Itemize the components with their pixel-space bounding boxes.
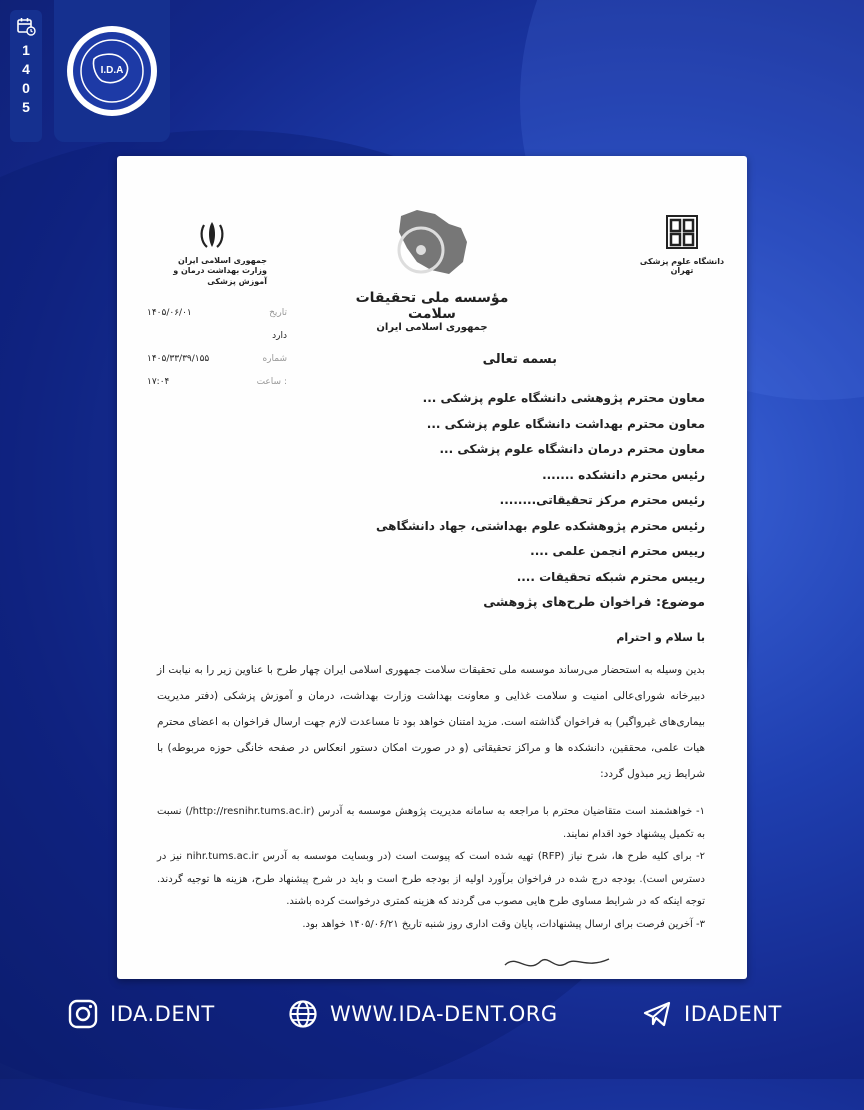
addressee: معاون محترم پژوهشی دانشگاه علوم پزشکی ... xyxy=(422,391,705,405)
meta-attach xyxy=(147,331,287,354)
meta-number xyxy=(147,354,287,377)
condition-item: ۱- خواهشمند است متقاضیان محترم با مراجعه به سامانه مدیریت پژوهش موسسه به آدرس (http://resnihr.tums.ac.ir/) نسبت به تکمیل پیشنهاد خود اقدام نمایند. xyxy=(157,806,706,840)
ministry-header xyxy=(157,218,267,287)
greeting: با سلام و احترام xyxy=(616,631,705,644)
basmala: بسمه تعالی xyxy=(482,352,557,367)
iran-emblem-icon xyxy=(195,218,229,252)
meta-number-label: شماره xyxy=(262,354,287,364)
meta-time-label: ساعت : xyxy=(256,377,287,387)
nihr-logo xyxy=(387,204,477,284)
addressee-list xyxy=(305,386,705,590)
meta-date-value: ۱۴۰۵/۰۶/۰۱ xyxy=(147,308,192,318)
telegram-link[interactable] xyxy=(642,994,782,1034)
conditions-list xyxy=(157,801,705,937)
letter-meta xyxy=(147,308,287,400)
logo-abbr: I.D.A xyxy=(100,65,124,76)
year-digit: 1 xyxy=(22,42,30,58)
gov-line-1: جمهوری اسلامی ایران xyxy=(178,256,267,265)
addressee: رئیس محترم مرکز تحقیقاتی........ xyxy=(499,493,705,507)
tums-logo-icon xyxy=(665,214,699,250)
year-strip xyxy=(10,10,42,142)
ida-logo xyxy=(54,0,170,142)
gov-line-2: وزارت بهداشت درمان و آموزش پزشکی xyxy=(173,266,267,286)
telegram-handle: IDADENT xyxy=(684,1002,782,1026)
year-digit: 4 xyxy=(22,61,30,77)
addressee: رئیس محترم دانشکده ....... xyxy=(542,467,705,482)
footer-bar xyxy=(0,994,864,1034)
meta-number-value: ۱۴۰۵/۳۳/۳۹/۱۵۵ xyxy=(147,354,210,364)
year-digit: 5 xyxy=(22,99,30,115)
condition-item: ۲- برای کلیه طرح ها، شرح نیاز (RFP) تهیه شده است که پیوست است (در وبسایت موسسه به آدرس nihr.tums.ac.ir نیز در دسترس است). بودجه درج شده در فراخوان برآورد اولیه از بودجه طرح است و باید در شرح پیشنهاد طرح، هزینه ها توجیه گردند. توجه اینکه که در شرایط مساوی طرح هایی مصوب می گردند که هزینه کمتری درخواست کرده باشند. xyxy=(157,851,705,908)
institute-header xyxy=(342,204,522,333)
university-header xyxy=(637,214,727,275)
year-digit: 0 xyxy=(22,80,30,96)
addressee: معاون محترم بهداشت دانشگاه علوم پزشکی ... xyxy=(426,416,705,431)
letter-subject: موضوع: فراخوان طرح‌های پژوهشی xyxy=(483,594,705,609)
globe-icon xyxy=(288,999,318,1029)
instagram-handle: IDA.DENT xyxy=(110,1002,215,1026)
institute-name: مؤسسه ملی تحقیقات سلامت xyxy=(355,290,509,322)
letter-document xyxy=(117,156,747,979)
condition-item: ۳- آخرین فرصت برای ارسال پیشنهادات، پایان وقت اداری روز شنبه تاریخ ۱۴۰۵/۰۶/۲۱ خواهد بود. xyxy=(302,918,705,930)
meta-date xyxy=(147,308,287,331)
website-url: WWW.IDA-DENT.ORG xyxy=(330,1002,558,1026)
addressee: معاون محترم درمان دانشگاه علوم پزشکی ... xyxy=(439,442,705,456)
instagram-link[interactable] xyxy=(68,994,215,1034)
year-text xyxy=(22,42,30,115)
addressee: رییس محترم انجمن علمی .... xyxy=(530,544,705,558)
instagram-icon xyxy=(68,999,98,1029)
meta-attach-label: دارد xyxy=(272,331,287,341)
meta-date-label: تاریخ xyxy=(269,308,287,318)
website-link[interactable] xyxy=(288,994,558,1034)
addressee: رئیس محترم پژوهشکده علوم بهداشتی، جهاد دانشگاهی xyxy=(376,518,705,533)
institute-subtitle: جمهوری اسلامی ایران xyxy=(376,322,488,333)
letter-body: بدین وسیله به استحضار می‌رساند موسسه ملی تحقیقات سلامت جمهوری اسلامی ایران چهار طرح با عناوین زیر را به نیابت از دبیرخانه شورای‌عالی امنیت و سلامت غذایی و معاونت بهداشت وزارت بهداشت، درمان و آموزش پزشکی (دفتر مدیریت بیماری‌های غیرواگیر) به فراخوان گذاشته است. مزید امتنان خواهد بود تا مساعدت لازم جهت ارسال فراخوان به اعضای محترم هیات علمی، محققین، دانشکده ها و مراکز تحقیقاتی (و در صورت امکان دستور انعکاس در صفحه خانگی حوزه مربوطه) با شرایط زیر مبذول گردد: xyxy=(157,664,705,780)
meta-time-value: ۱۷:۰۴ xyxy=(147,377,170,387)
signature xyxy=(497,951,617,979)
telegram-icon xyxy=(642,999,672,1029)
calendar-icon xyxy=(16,16,36,36)
meta-time xyxy=(147,377,287,400)
university-name: دانشگاه علوم پزشکی تهران xyxy=(639,257,725,275)
addressee: رییس محترم شبکه تحقیقات .... xyxy=(516,569,705,584)
ida-emblem xyxy=(64,23,160,119)
